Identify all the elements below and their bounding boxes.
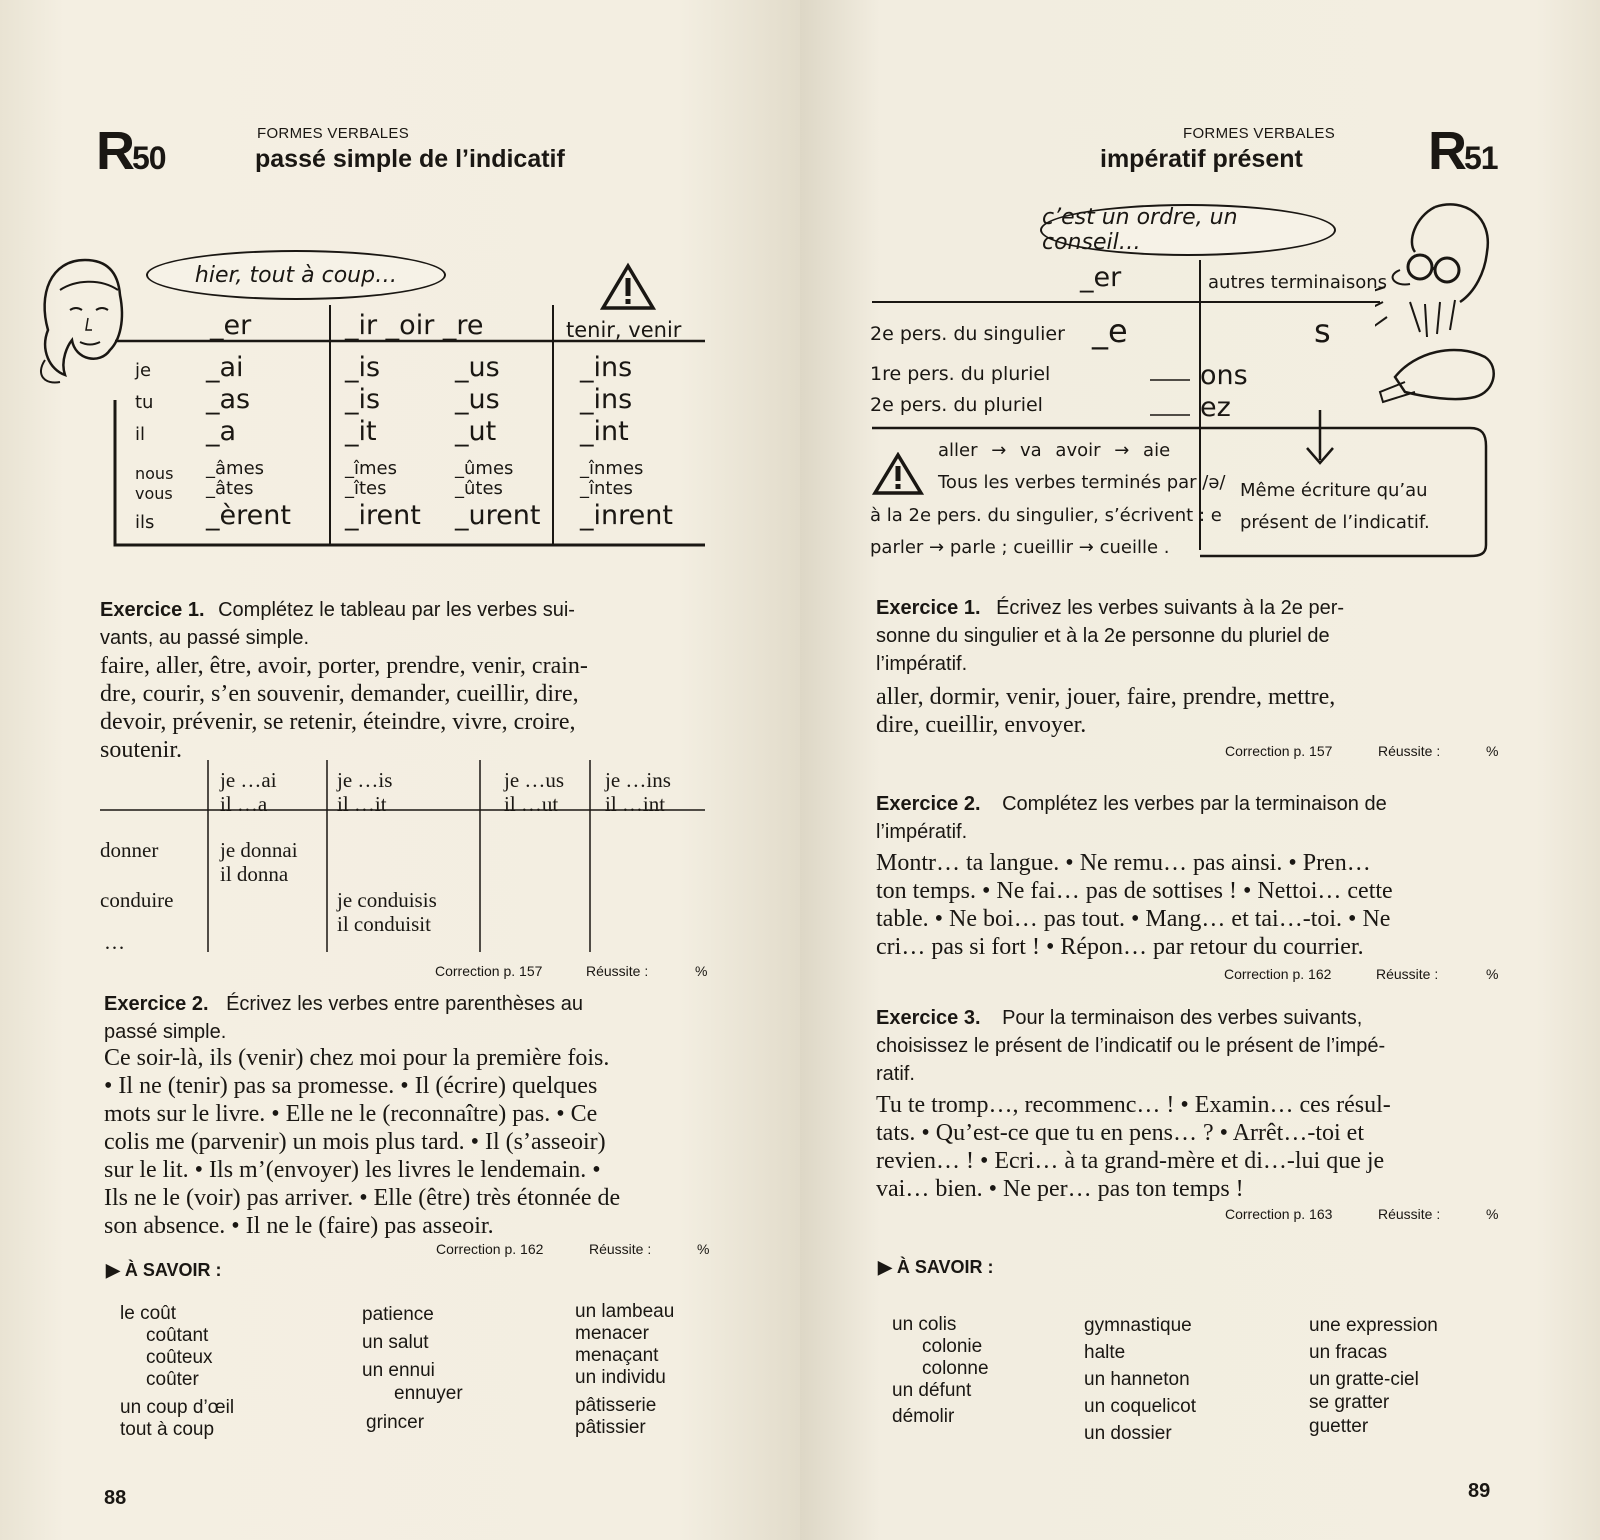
section-label: FORMES VERBALES <box>257 125 410 142</box>
ending-ez: ez <box>1200 392 1231 423</box>
page-number: 89 <box>1468 1480 1491 1502</box>
savoir-column-3: un lambeau menacer menaçant un individu pâtisserie pâtissier <box>575 1301 675 1438</box>
rule-code: R50 <box>96 121 166 181</box>
exercise-2-percent: % <box>697 1241 710 1257</box>
right-page <box>800 0 1600 1540</box>
exercise-1-reussite: Réussite : <box>1378 743 1441 759</box>
header-er: _er <box>210 310 252 341</box>
speech-bubble: c’est un ordre, un conseil… <box>1040 204 1336 256</box>
grid-row-donner-label: donner <box>100 838 159 862</box>
exercise-2-reussite: Réussite : <box>1376 966 1439 982</box>
exercise-2-instruction: Exercice 2. Complétez les verbes par la terminaison de l’impératif. <box>876 793 1387 843</box>
savoir-column-2: gymnastique halte un hanneton un coquelicot un dossier <box>1084 1315 1196 1444</box>
speech-bubble: hier, tout à coup… <box>146 250 446 300</box>
page-title: passé simple de l’indicatif <box>255 145 565 173</box>
header-autres: autres terminaisons <box>1208 272 1388 293</box>
triangle-bullet-icon: ▶ <box>878 1257 892 1277</box>
row-label-2s: 2e pers. du singulier <box>870 323 1065 345</box>
triangle-bullet-icon: ▶ <box>106 1260 120 1280</box>
ending-e: _e <box>1092 312 1128 350</box>
exercise-1-verbs: faire, aller, être, avoir, porter, prendre, venir, crain- dre, courir, s’en souvenir, demander, cueillir, dire, devoir, prévenir, se retenir, éteindre, vivre, croire, soutenir. <box>100 653 588 763</box>
page-title: impératif présent <box>1100 145 1303 173</box>
exercise-3-percent: % <box>1486 1206 1499 1222</box>
row-label-2p: 2e pers. du pluriel <box>870 394 1043 416</box>
grid-row-donner-value: je donnai il donna <box>220 838 298 886</box>
exercise-1-instruction: Exercice 1. Complétez le tableau par les verbes sui- vants, au passé simple. <box>100 599 575 649</box>
exercise-3-instruction: Exercice 3. Pour la terminaison des verbes suivants, choisissez le présent de l’indicatif ou le présent de l’impé- ratif. <box>876 1007 1386 1085</box>
exercise-2-text: Ce soir-là, ils (venir) chez moi pour la première fois. • Il ne (tenir) pas sa promesse. • Il (écrire) quelques mots sur le livre. • Elle ne le (reconnaître) pas. • Ce colis me (parvenir) un mois plus tard. • Il (s’asseoir) sur le lit. • Ils m’(envoyer) les livres le lendemain. • Ils ne le (voir) pas arriver. • Elle (être) très étonnée de son absence. • Il ne le (faire) pas asseoir. <box>104 1045 621 1239</box>
header-ir-oir-re: _ir _oir _re <box>345 310 484 341</box>
rule-code: R51 <box>1428 121 1498 181</box>
exercise-2-instruction: Exercice 2. Écrivez les verbes entre parenthèses au passé simple. <box>104 993 583 1043</box>
exercise-1-reussite: Réussite : <box>586 963 649 979</box>
exercise-2-percent: % <box>1486 966 1499 982</box>
savoir-column-2: patience un salut un ennui ennuyer grincer <box>362 1304 463 1433</box>
rule-note-2: à la 2e pers. du singulier, s’écrivent : e <box>870 505 1222 526</box>
exercise-2-correction: Correction p. 162 <box>1224 966 1332 982</box>
exercise-1-verbs: aller, dormir, venir, jouer, faire, prendre, mettre, dire, cueillir, envoyer. <box>876 684 1336 738</box>
exercise-2-text: Montr… ta langue. • Ne remu… pas ainsi. • Pren… ton temps. • Ne fai… pas de sottises ! • Nettoi… cette table. • Ne boi… pas tout. • Mang… et tai…-toi. • Ne cri… pas si fort ! • Répon… par retour du courrier. <box>876 850 1393 960</box>
a-savoir-heading: ▶ À SAVOIR : <box>106 1260 222 1280</box>
ending-s: s <box>1314 312 1331 350</box>
row-label-1p: 1re pers. du pluriel <box>870 363 1051 385</box>
exercise-1-correction: Correction p. 157 <box>1225 743 1333 759</box>
left-page: R50 FORMES VERBALES passé simple de l’indicatif hier, tout à coup… _er _ir _oir _re tenir, venir je tu il nous vous ils _ai _as _a _âmes _âtes _èrent _is _is _it _îmes _îtes _irent _us _us _ut _ûmes _ûtes _urent _ins _ins _int _înmes _întes _inrent Exercice 1. Complétez le tableau par les verbes sui- vants, au passé simple. faire, aller, être, avoir, porter, prendre, venir, crain- dre, courir, s’en souvenir, demander, cueillir, dire, devoir, prévenir, se retenir, éteindre, vivre, croire, soutenir. je …ai il …a je …is il …it je …us il …ut je …ins il …int donner je donnai il donna conduire je conduisis il conduisit … Correction p. 157 Réussite : % Exercice 2. Écrivez les verbes entre parenthèses au passé simple. Ce soir-là, ils (venir) chez moi pour la première fois. • Il ne (tenir) pas sa promesse. • Il (écrire) quelques mots sur le livre. • Elle ne le (reconnaître) pas. • Ce colis me (parvenir) un mois plus tard. • Il (s’asseoir) sur le lit. • Ils m’(envoyer) les livres le lendemain. • Ils ne le (voir) pas arriver. • Elle (être) très étonnée de son absence. • Il ne le (faire) pas asseoir. Correction p. 162 Réussite : % ▶ À SAVOIR : le coût coûtant coûteux coûter un coup d’œil tout à coup patience un salut un ennui ennuyer grincer un lambeau menacer menaçant un individu pâtisserie pâtissier 88 <box>0 0 800 1540</box>
exercise-1-percent: % <box>695 963 708 979</box>
savoir-column-3: une expression un fracas un gratte-ciel se gratter guetter <box>1309 1315 1438 1437</box>
exception-note: aller → va avoir → aie <box>938 440 1171 461</box>
savoir-column-1: un colis colonie colonne un défunt démolir <box>892 1314 989 1427</box>
rule-note-1: Tous les verbes terminés par /ə/ <box>938 472 1226 493</box>
exercise-1-correction: Correction p. 157 <box>435 963 543 979</box>
grid-head-us: je …us il …ut <box>504 768 565 816</box>
a-savoir-heading: ▶ À SAVOIR : <box>878 1257 994 1277</box>
exercise-1-instruction: Exercice 1. Écrivez les verbes suivants à la 2e per- sonne du singulier et à la 2e personne du pluriel de l’impératif. <box>876 597 1345 675</box>
grid-row-conduire-value: je conduisis il conduisit <box>337 888 437 936</box>
grid-head-ins: je …ins il …int <box>605 768 671 816</box>
grid-row-conduire-label: conduire <box>100 888 174 912</box>
exercise-3-reussite: Réussite : <box>1378 1206 1441 1222</box>
rule-note-3: parler → parle ; cueillir → cueille . <box>870 537 1170 558</box>
warning-icon <box>872 452 924 496</box>
grid-head-ai: je …ai il …a <box>220 768 277 816</box>
grid-head-is: je …is il …it <box>337 768 393 816</box>
exercise-1-percent: % <box>1486 743 1499 759</box>
savoir-column-1: le coût coûtant coûteux coûter un coup d’œil tout à coup <box>120 1303 235 1440</box>
grid-row-more: … <box>104 930 125 954</box>
section-label: FORMES VERBALES <box>1183 125 1336 142</box>
header-tenir-venir: tenir, venir <box>566 318 682 342</box>
page-number: 88 <box>104 1487 127 1509</box>
exercise-2-correction: Correction p. 162 <box>436 1241 544 1257</box>
exercise-3-text: Tu te tromp…, recommenc… ! • Examin… ces résul- tats. • Qu’est-ce que tu en pens… ? • Arrêt…-toi et revien… ! • Ecri… à ta grand-mère et di…-lui que je vai… bien. • Ne per… pas ton temps ! <box>876 1092 1391 1202</box>
exercise-3-correction: Correction p. 163 <box>1225 1206 1333 1222</box>
ending-ons: ons <box>1200 360 1248 391</box>
exercise-2-reussite: Réussite : <box>589 1241 652 1257</box>
header-er: _er <box>1080 262 1122 293</box>
same-writing-box: Même écriture qu’au présent de l’indicatif. <box>1240 480 1430 533</box>
